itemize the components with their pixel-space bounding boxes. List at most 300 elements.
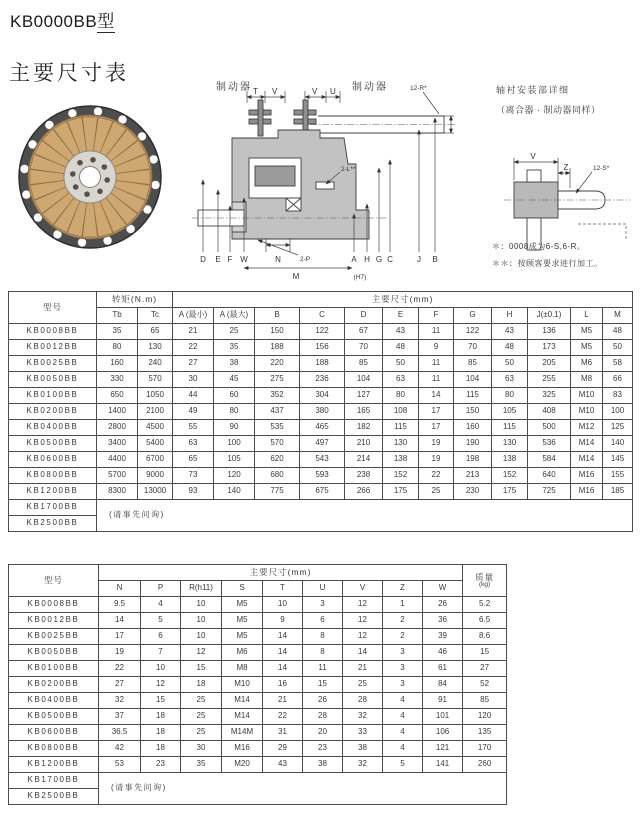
value-cell: 122: [300, 324, 345, 340]
table-row: [9, 500, 633, 516]
value-cell: 775: [255, 484, 300, 500]
value-cell: 213: [454, 468, 492, 484]
value-cell: 3400: [97, 436, 138, 452]
value-cell: 31: [263, 725, 303, 741]
table-row: [9, 773, 507, 789]
model-cell: KB0200BB: [9, 677, 99, 693]
value-cell: M5: [222, 629, 263, 645]
value-cell: 52: [463, 677, 507, 693]
model-cell: KB0500BB: [9, 436, 97, 452]
footnote-2: ＊＊：按顾客要求进行加工。: [492, 259, 603, 268]
value-cell: 6.5: [463, 613, 507, 629]
value-cell: 2: [383, 629, 423, 645]
model-cell: KB0800BB: [9, 468, 97, 484]
value-cell: 108: [383, 404, 419, 420]
value-cell: 15: [303, 677, 343, 693]
model-cell: KB1200BB: [9, 484, 97, 500]
value-cell: 65: [138, 324, 173, 340]
value-cell: 304: [300, 388, 345, 404]
value-cell: 182: [345, 420, 383, 436]
value-cell: 43: [492, 324, 528, 340]
value-cell: 25: [181, 693, 222, 709]
value-cell: 230: [454, 484, 492, 500]
value-cell: 22: [419, 468, 454, 484]
value-cell: 6: [141, 629, 181, 645]
value-cell: 9: [263, 613, 303, 629]
value-cell: 155: [603, 468, 633, 484]
model-cell: KB1200BB: [9, 757, 99, 773]
value-cell: 330: [97, 372, 138, 388]
value-cell: 210: [345, 436, 383, 452]
value-cell: 136: [528, 324, 571, 340]
value-cell: M10: [571, 388, 603, 404]
model-cell: KB0800BB: [9, 741, 99, 757]
value-cell: 5: [383, 757, 423, 773]
value-cell: 130: [383, 436, 419, 452]
value-cell: 240: [138, 356, 173, 372]
value-cell: 437: [255, 404, 300, 420]
value-cell: M14: [571, 452, 603, 468]
value-cell: 25: [214, 324, 255, 340]
value-cell: M5: [571, 340, 603, 356]
value-cell: 10: [181, 613, 222, 629]
table-row: [9, 436, 633, 452]
dimensions-table-1: [8, 291, 633, 532]
value-cell: 536: [528, 436, 571, 452]
value-cell: 352: [255, 388, 300, 404]
detail-dim-12s: 12-S*: [593, 165, 610, 172]
table-row: [9, 629, 507, 645]
value-cell: 190: [454, 436, 492, 452]
value-cell: 408: [528, 404, 571, 420]
value-cell: M16: [571, 484, 603, 500]
table2-body: [9, 597, 507, 805]
value-cell: 255: [528, 372, 571, 388]
value-cell: 11: [303, 661, 343, 677]
col-header-z: Z: [383, 581, 423, 597]
value-cell: 32: [343, 757, 383, 773]
col-header-g: G: [454, 308, 492, 324]
value-cell: 50: [603, 340, 633, 356]
col-header-model-2: 型号: [9, 565, 99, 597]
value-cell: 173: [528, 340, 571, 356]
value-cell: 9.5: [99, 597, 141, 613]
value-cell: 105: [214, 452, 255, 468]
value-cell: 165: [345, 404, 383, 420]
value-cell: 21: [343, 661, 383, 677]
value-cell: 26: [303, 693, 343, 709]
value-cell: 160: [454, 420, 492, 436]
value-cell: M8: [571, 372, 603, 388]
value-cell: 120: [214, 468, 255, 484]
dim-m: M: [292, 272, 300, 281]
value-cell: 35: [97, 324, 138, 340]
value-cell: 156: [300, 340, 345, 356]
value-cell: 135: [463, 725, 507, 741]
value-cell: 4500: [138, 420, 173, 436]
dim-w: W: [240, 255, 248, 264]
value-cell: 5.2: [463, 597, 507, 613]
value-cell: 55: [173, 420, 214, 436]
value-cell: 15: [463, 645, 507, 661]
model-cell: KB1700BB: [9, 500, 97, 516]
table-row: [9, 661, 507, 677]
inquiry-note: (请事先问询): [99, 773, 507, 805]
value-cell: 16: [263, 677, 303, 693]
value-cell: 27: [99, 677, 141, 693]
value-cell: 115: [383, 420, 419, 436]
value-cell: 25: [181, 725, 222, 741]
value-cell: 23: [141, 757, 181, 773]
value-cell: 80: [214, 404, 255, 420]
value-cell: 380: [300, 404, 345, 420]
model-cell: KB1700BB: [9, 773, 99, 789]
value-cell: 238: [345, 468, 383, 484]
model-cell: KB0600BB: [9, 725, 99, 741]
value-cell: M5: [222, 597, 263, 613]
model-cell: KB0008BB: [9, 597, 99, 613]
value-cell: 49: [173, 404, 214, 420]
value-cell: 4: [383, 709, 423, 725]
value-cell: 80: [97, 340, 138, 356]
value-cell: 188: [255, 340, 300, 356]
value-cell: 30: [173, 372, 214, 388]
col-header-dims: 主要尺寸(mm): [173, 292, 633, 308]
value-cell: 90: [214, 420, 255, 436]
value-cell: 48: [492, 340, 528, 356]
detail-dim-z: Z: [563, 163, 569, 172]
value-cell: M10: [571, 404, 603, 420]
table-row: [9, 324, 633, 340]
col-header-mass: [463, 565, 507, 597]
table-row: [9, 709, 507, 725]
value-cell: 18: [141, 725, 181, 741]
value-cell: 21: [173, 324, 214, 340]
value-cell: 60: [214, 388, 255, 404]
value-cell: 325: [528, 388, 571, 404]
col-header-h: H: [492, 308, 528, 324]
value-cell: 10: [181, 629, 222, 645]
model-cell: KB0025BB: [9, 629, 99, 645]
value-cell: 19: [99, 645, 141, 661]
value-cell: 15: [181, 661, 222, 677]
value-cell: 73: [173, 468, 214, 484]
value-cell: 675: [300, 484, 345, 500]
value-cell: 2800: [97, 420, 138, 436]
value-cell: 17: [419, 420, 454, 436]
value-cell: 36: [423, 613, 463, 629]
value-cell: 66: [603, 372, 633, 388]
value-cell: 65: [173, 452, 214, 468]
value-cell: 160: [97, 356, 138, 372]
model-cell: KB0400BB: [9, 693, 99, 709]
model-cell: KB0050BB: [9, 645, 99, 661]
value-cell: 12: [343, 597, 383, 613]
table1-group-header-row: [9, 292, 633, 308]
model-cell: KB0500BB: [9, 709, 99, 725]
value-cell: 120: [463, 709, 507, 725]
main-drawing: [192, 72, 468, 292]
value-cell: 106: [423, 725, 463, 741]
value-cell: M5: [222, 613, 263, 629]
value-cell: M20: [222, 757, 263, 773]
value-cell: 8300: [97, 484, 138, 500]
value-cell: 38: [343, 741, 383, 757]
value-cell: 138: [383, 452, 419, 468]
value-cell: 198: [454, 452, 492, 468]
value-cell: 100: [603, 404, 633, 420]
value-cell: 650: [97, 388, 138, 404]
value-cell: 152: [492, 468, 528, 484]
table-row: [9, 597, 507, 613]
col-header-s: S: [222, 581, 263, 597]
table1-sub-header-row: [9, 308, 633, 324]
value-cell: 115: [454, 388, 492, 404]
value-cell: 32: [99, 693, 141, 709]
value-cell: M12: [571, 420, 603, 436]
value-cell: 140: [214, 484, 255, 500]
value-cell: 18: [181, 677, 222, 693]
col-header-f: F: [419, 308, 454, 324]
dim-c: C: [387, 255, 393, 264]
value-cell: 22: [173, 340, 214, 356]
value-cell: 570: [138, 372, 173, 388]
value-cell: 175: [492, 484, 528, 500]
value-cell: 12: [181, 645, 222, 661]
value-cell: 37: [99, 709, 141, 725]
value-cell: 100: [214, 436, 255, 452]
value-cell: 18: [141, 709, 181, 725]
col-header-t: T: [263, 581, 303, 597]
value-cell: 5400: [138, 436, 173, 452]
value-cell: M14: [222, 709, 263, 725]
dim-v1: V: [272, 87, 278, 96]
value-cell: 138: [492, 452, 528, 468]
value-cell: 50: [492, 356, 528, 372]
value-cell: 104: [345, 372, 383, 388]
col-header-l: L: [571, 308, 603, 324]
value-cell: 5: [141, 613, 181, 629]
value-cell: 28: [343, 693, 383, 709]
table-row: [9, 613, 507, 629]
section-title: 主要尺寸表: [9, 62, 129, 85]
value-cell: 50: [383, 356, 419, 372]
value-cell: 127: [345, 388, 383, 404]
dim-u: U: [330, 87, 336, 96]
value-cell: 3: [303, 597, 343, 613]
value-cell: M16: [222, 741, 263, 757]
table-row: [9, 484, 633, 500]
dim-b: B: [432, 255, 438, 264]
col-header-a-min: A (最小): [173, 308, 214, 324]
detail-title: 轴衬安装部详细: [496, 85, 570, 95]
value-cell: 22: [99, 661, 141, 677]
value-cell: 39: [423, 629, 463, 645]
value-cell: 11: [419, 324, 454, 340]
table-row: [9, 645, 507, 661]
value-cell: 101: [423, 709, 463, 725]
value-cell: 584: [528, 452, 571, 468]
value-cell: 14: [263, 661, 303, 677]
model-cell: KB0008BB: [9, 324, 97, 340]
value-cell: 14: [419, 388, 454, 404]
value-cell: 1050: [138, 388, 173, 404]
value-cell: 85: [463, 693, 507, 709]
product-photo: [6, 101, 174, 253]
value-cell: 33: [343, 725, 383, 741]
col-header-w: W: [423, 581, 463, 597]
col-header-model: 型号: [9, 292, 97, 324]
model-cell: KB2500BB: [9, 789, 99, 805]
table-row: [9, 693, 507, 709]
value-cell: 93: [173, 484, 214, 500]
brake-label-right: 制动器: [352, 82, 388, 93]
value-cell: 593: [300, 468, 345, 484]
value-cell: 10: [263, 597, 303, 613]
value-cell: 46: [423, 645, 463, 661]
value-cell: 11: [419, 372, 454, 388]
value-cell: M14: [222, 693, 263, 709]
value-cell: 4400: [97, 452, 138, 468]
value-cell: 83: [603, 388, 633, 404]
value-cell: 27: [463, 661, 507, 677]
value-cell: 85: [454, 356, 492, 372]
col-header-d: D: [345, 308, 383, 324]
table1-body: [9, 324, 633, 532]
col-header-dims-2: 主要尺寸(mm): [99, 565, 463, 581]
dim-d: D: [200, 255, 206, 264]
dim-g: G: [375, 255, 383, 264]
mass-unit: (kg): [479, 580, 491, 588]
value-cell: M6: [222, 645, 263, 661]
table-row: [9, 452, 633, 468]
value-cell: 43: [263, 757, 303, 773]
value-cell: 5700: [97, 468, 138, 484]
value-cell: 8.6: [463, 629, 507, 645]
col-header-v: V: [343, 581, 383, 597]
value-cell: 620: [255, 452, 300, 468]
value-cell: 125: [603, 420, 633, 436]
value-cell: 20: [303, 725, 343, 741]
value-cell: 14: [343, 645, 383, 661]
value-cell: 640: [528, 468, 571, 484]
value-cell: 80: [383, 388, 419, 404]
value-cell: 150: [255, 324, 300, 340]
value-cell: 32: [343, 709, 383, 725]
value-cell: 44: [173, 388, 214, 404]
value-cell: 175: [383, 484, 419, 500]
value-cell: 214: [345, 452, 383, 468]
col-header-c: C: [300, 308, 345, 324]
value-cell: 21: [263, 693, 303, 709]
value-cell: 140: [603, 436, 633, 452]
value-cell: 725: [528, 484, 571, 500]
value-cell: 8: [303, 645, 343, 661]
col-header-torque: 转矩(N.m): [97, 292, 173, 308]
value-cell: 8: [303, 629, 343, 645]
value-cell: 4: [383, 725, 423, 741]
value-cell: 25: [343, 677, 383, 693]
value-cell: 43: [383, 324, 419, 340]
value-cell: 236: [300, 372, 345, 388]
value-cell: 9: [419, 340, 454, 356]
value-cell: 23: [303, 741, 343, 757]
value-cell: 104: [454, 372, 492, 388]
dimensions-table-2: [8, 564, 507, 805]
value-cell: 6700: [138, 452, 173, 468]
col-header-n: N: [99, 581, 141, 597]
value-cell: 15: [141, 693, 181, 709]
value-cell: 497: [300, 436, 345, 452]
value-cell: 25: [181, 709, 222, 725]
table-row: [9, 725, 507, 741]
table-row: [9, 468, 633, 484]
value-cell: 4: [141, 597, 181, 613]
value-cell: 3: [383, 661, 423, 677]
model-cell: KB0400BB: [9, 420, 97, 436]
value-cell: M14M: [222, 725, 263, 741]
value-cell: 2100: [138, 404, 173, 420]
detail-dim-v: V: [530, 152, 536, 161]
value-cell: 19: [419, 452, 454, 468]
value-cell: 18: [141, 741, 181, 757]
value-cell: 465: [300, 420, 345, 436]
col-header-b: B: [255, 308, 300, 324]
table-row: [9, 356, 633, 372]
value-cell: 7: [141, 645, 181, 661]
col-header-j: J(±0.1): [528, 308, 571, 324]
value-cell: 63: [383, 372, 419, 388]
dim-e: E: [215, 255, 221, 264]
value-cell: 145: [603, 452, 633, 468]
model-cell: KB0600BB: [9, 452, 97, 468]
value-cell: 543: [300, 452, 345, 468]
value-cell: 61: [423, 661, 463, 677]
value-cell: M14: [571, 436, 603, 452]
value-cell: 4: [383, 741, 423, 757]
value-cell: 63: [173, 436, 214, 452]
value-cell: 220: [255, 356, 300, 372]
col-header-p: P: [141, 581, 181, 597]
value-cell: 121: [423, 741, 463, 757]
value-cell: M16: [571, 468, 603, 484]
value-cell: 35: [214, 340, 255, 356]
value-cell: 53: [99, 757, 141, 773]
value-cell: 17: [99, 629, 141, 645]
value-cell: M10: [222, 677, 263, 693]
col-header-tc: Tc: [138, 308, 173, 324]
value-cell: 58: [603, 356, 633, 372]
value-cell: 14: [263, 645, 303, 661]
table-row: [9, 677, 507, 693]
table-row: [9, 420, 633, 436]
value-cell: 205: [528, 356, 571, 372]
value-cell: 275: [255, 372, 300, 388]
model-cell: KB0100BB: [9, 388, 97, 404]
table-row: [9, 340, 633, 356]
value-cell: 535: [255, 420, 300, 436]
model-cell: KB0050BB: [9, 372, 97, 388]
value-cell: 12: [343, 613, 383, 629]
value-cell: M5: [571, 324, 603, 340]
detail-subtitle: （离合器 · 制动器同样）: [496, 105, 601, 115]
page-title-model: KB0000BB: [10, 12, 98, 31]
value-cell: 42: [99, 741, 141, 757]
value-cell: 48: [603, 324, 633, 340]
value-cell: 188: [300, 356, 345, 372]
mass-label: 质量: [475, 571, 495, 582]
table-row: [9, 372, 633, 388]
